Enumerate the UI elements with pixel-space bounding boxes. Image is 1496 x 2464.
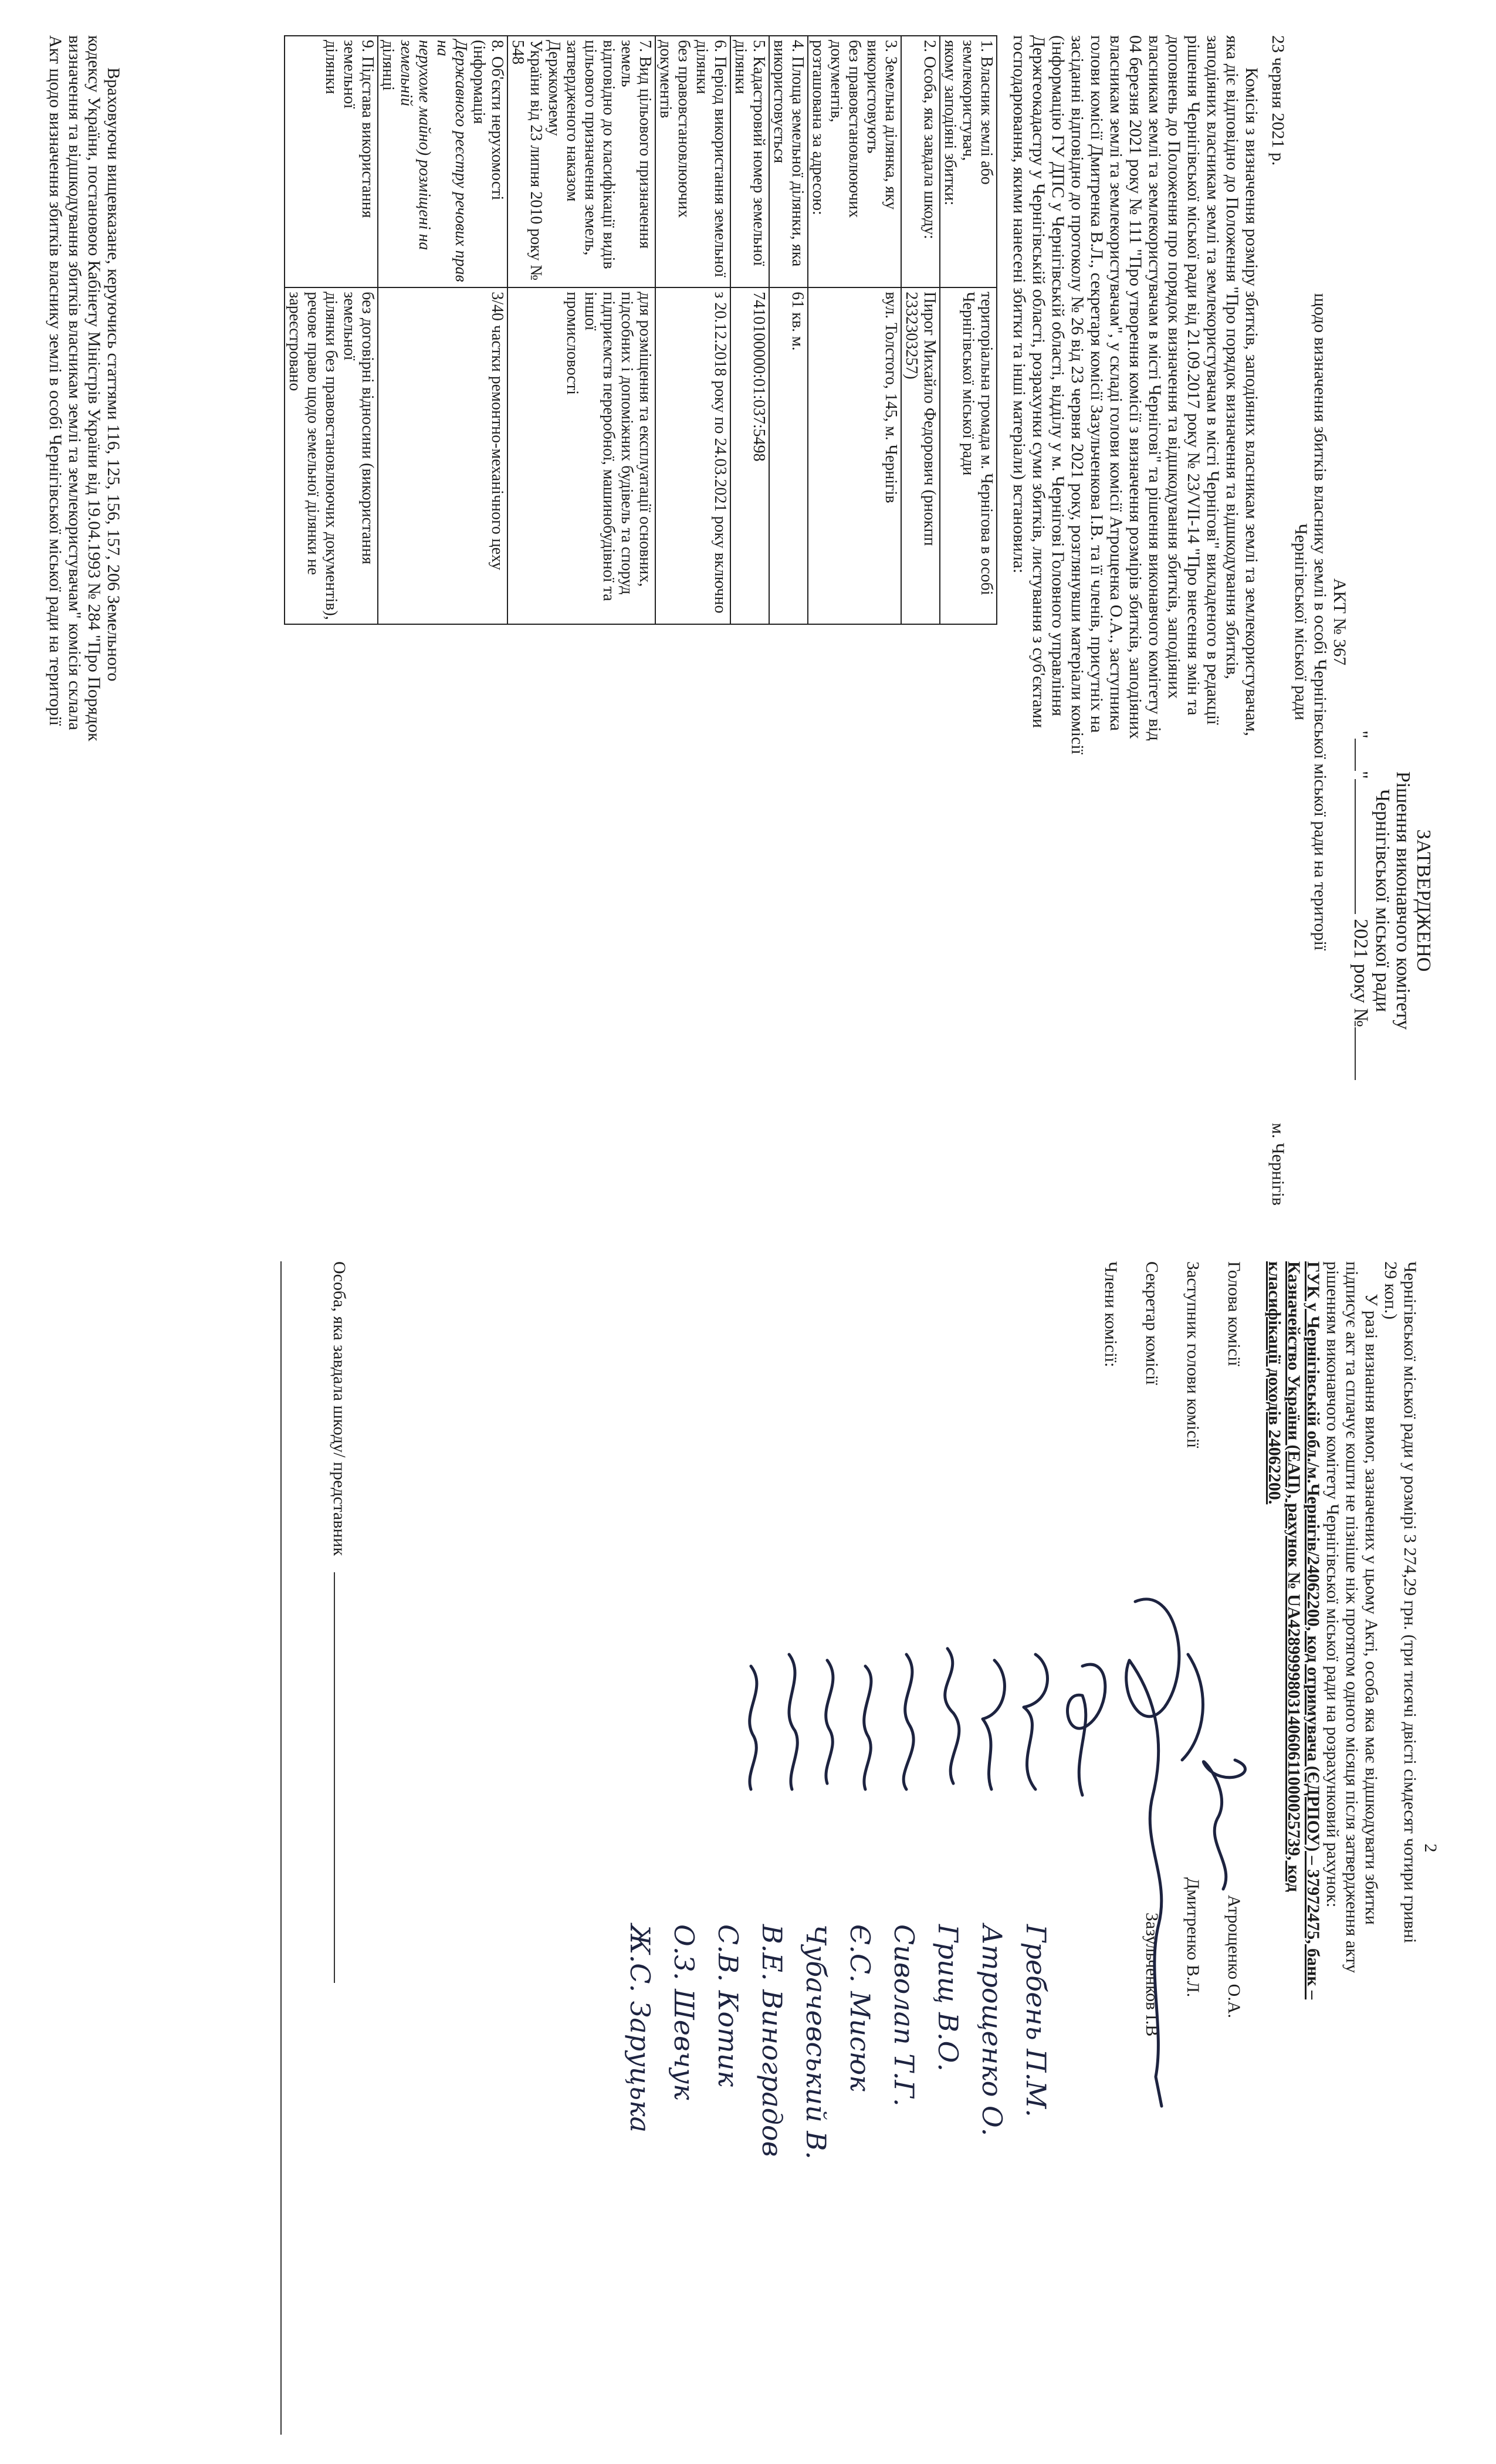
row-label: 5. Кадастровий номер земельної ділянки [730, 36, 769, 287]
member-name: Грищ В.О. [932, 1924, 964, 2072]
act-subtitle: щодо визначення збитків власнику землі в особі Чернігівської міської ради на території [1311, 293, 1330, 951]
member-name: Сиволап Т.Г. [888, 1924, 920, 2107]
row-label: 1. Власник землі або землекористувач, якому заподіяні збитки: [940, 36, 997, 287]
member-name: Гребень П.М. [1020, 1924, 1052, 2117]
conclusion-paragraph: Враховуючи вищевказане, керуючись статтями 116, 125, 156, 157, 206 Земельного кодексу України, постановою Кабінету Міністрів України від 19.04.1993 № 284 "Про Порядок визначення та відшкодування збитків власникам землі та землекористувачам" комісія склала Акт щодо визначення збитків власнику землі в особі Чернігівської міської ради на території [46, 35, 123, 742]
row-label: 4. Площа земельної ділянки, яка використовується [769, 36, 808, 287]
page-number: 2 [1421, 1843, 1440, 1853]
signature-name: Дмитренко В.Л. [1183, 1877, 1203, 1998]
act-details-table [284, 35, 997, 625]
table-row [378, 36, 507, 624]
member-name: В.Е. Виноградов [756, 1924, 788, 2157]
row-label: 6. Період використання земельної ділянки без правовстановлюючих документів [655, 36, 730, 287]
signature-blank-line [280, 1261, 282, 2435]
handwritten-signatures [378, 1514, 1258, 2276]
row-value: без договірні відносини (використання земельної ділянки без правовстановлюючих документів), речове право щодо земельної ділянки не зареєстровано [285, 287, 378, 624]
signature-label: Секретар комісії [1142, 1261, 1162, 1385]
row-value: 3/40 частки ремонтно-механічного цеху [378, 287, 507, 624]
table-row [655, 36, 730, 624]
approval-title: ЗАТВЕРДЖЕНО [1413, 829, 1434, 972]
act-city: м. Чернігів [1268, 1123, 1288, 1206]
row-label: 3. Земельна ділянка, яку використовують без правовстановлюючих документів, розташована за адресою: [808, 36, 901, 287]
signature-label: Голова комісії [1224, 1261, 1244, 1366]
table-row [285, 36, 378, 624]
table-row [730, 36, 769, 624]
table-row [808, 36, 901, 624]
act-title: АКТ № 367 [1330, 578, 1349, 666]
row-value: Пирог Михайло Федорович (рнокпп 2332303257) [901, 287, 940, 624]
signature-name: Атрощенко О.А. [1224, 1895, 1244, 2018]
approval-line-1: Рішення виконавчого комітету [1392, 771, 1414, 1030]
row-value: з 20.12.2018 року по 24.03.2021 року включно [655, 287, 730, 624]
approval-line-2: Чернігівської міської ради [1372, 788, 1393, 1013]
signature-label: Заступник голови комісії [1183, 1261, 1203, 1448]
act-page-1 [0, 32, 1496, 1211]
signature-name: Зазульченков І.В [1142, 1913, 1162, 2037]
act-page-2 [0, 1261, 1496, 2435]
table-row [769, 36, 808, 624]
row-label: 9. Підстава використання земельної ділянки [285, 36, 378, 287]
member-name: О.З. Шевчук [668, 1924, 700, 2100]
member-name: Чубачевський В. [800, 1924, 832, 2160]
damager-signature-line: Особа, яка завдала шкоду/ представник [329, 1261, 349, 2435]
row-value: 61 кв. м. [769, 287, 808, 624]
act-date: 23 червня 2021 р. [1268, 35, 1288, 166]
signature-label: Члени комісії: [1101, 1261, 1121, 1368]
row-value: територіальна громада м. Чернігова в особі Чернігівської міської ради [940, 287, 997, 624]
intro-paragraph: Комісія з визначення розміру збитків, заподіяних власникам землі та землекористувачам, яка діє відповідно до Положення "Про порядок визначення та відшкодування збитків, заподіяних власникам землі та землекористувачам в місті Чернігові" викладеного в редакції рішення Чернігівської міської ради від 21.09.2017 року № 23/VII-14 "Про внесення змін та доповнень до Положення про порядок визначення та відшкодування збитків, заподіяних власникам землі та землекористувачам в місті Чернігові" та рішення виконавчого комітету від 04 березня 2021 року № 111 "Про утворення комісії з визначення розмірів збитків, заподіяних власникам землі та землекористувачам", у складі голови комісії Атрощенка О.А., заступника голови комісії Дмитренка В.Л., секретаря комісії Зазульченкова І.В. та її членів, присутніх на засіданні відповідно до протоколу № 26 від 23 червня 2021 року, розглянувши матеріали комісії (інформацію ГУ ДПС у Чернігівській області, відділу у м. Чернігові Головного управління Держгеокадастру у Чернігівській області, розрахунки суми збитків, листування з суб'єктами господарювання, якими нанесені збитки та інші матеріали) встановила: [1010, 35, 1261, 754]
row-label: 8. Об'єкти нерухомості (інформація Державного реєстру речових прав на нерухоме майно) розміщені на земельній ділянці [378, 36, 507, 287]
member-name: Атрощенко О. [976, 1924, 1008, 2137]
row-value: вул. Толстого, 145, м. Чернігів [808, 287, 901, 624]
row-label: 7. Вид цільового призначення земель відповідно до класифікації видів цільового призначення земель, затвердженого наказом Держкомзему України від 23 липня 2010 року № 548 [507, 36, 655, 287]
table-row [940, 36, 997, 624]
approval-date: "" 2021 року № [1349, 730, 1372, 1106]
member-name: Ж.С. Заруцька [624, 1924, 656, 2133]
row-value: для розміщення та експлуатації основних, підсобних і допоміжних будівель та споруд підприємств переробної, машинобудівної та іншої промисловості [507, 287, 655, 624]
amount-paragraph: Чернігівської міської ради у розмірі 3 274,29 грн. (три тисячі двісті сімдесят чотири гривні 29 коп.) У разі визнання вимог, зазначених у цьому Акті, особа яка має відшкодувати збитки підписує акт та сплачує кошти не пізніше ніж протягом одного місяця після затвердження акту рішенням виконавчого комітету Чернігівської міської ради на розрахунковий рахунок: ГУК у Чернігівській обл./м.Чернігів/24062200, код отримувача (ЄДРПОУ) – 37972475, банк – Казначейство України (ЕАП), рахунок № UA428999980314060611000025739, код класифікації доходів 24062200. [1265, 1261, 1420, 2000]
member-name: С.В. Котик [712, 1924, 744, 2087]
act-subtitle-2: Чернігівської міської ради [1291, 523, 1311, 720]
member-name: Є.С. Мисюк [844, 1924, 876, 2091]
row-label: 2. Особа, яка завдала шкоду: [901, 36, 940, 287]
table-row [901, 36, 940, 624]
table-row [507, 36, 655, 624]
row-value: 7410100000:01:037:5498 [730, 287, 769, 624]
